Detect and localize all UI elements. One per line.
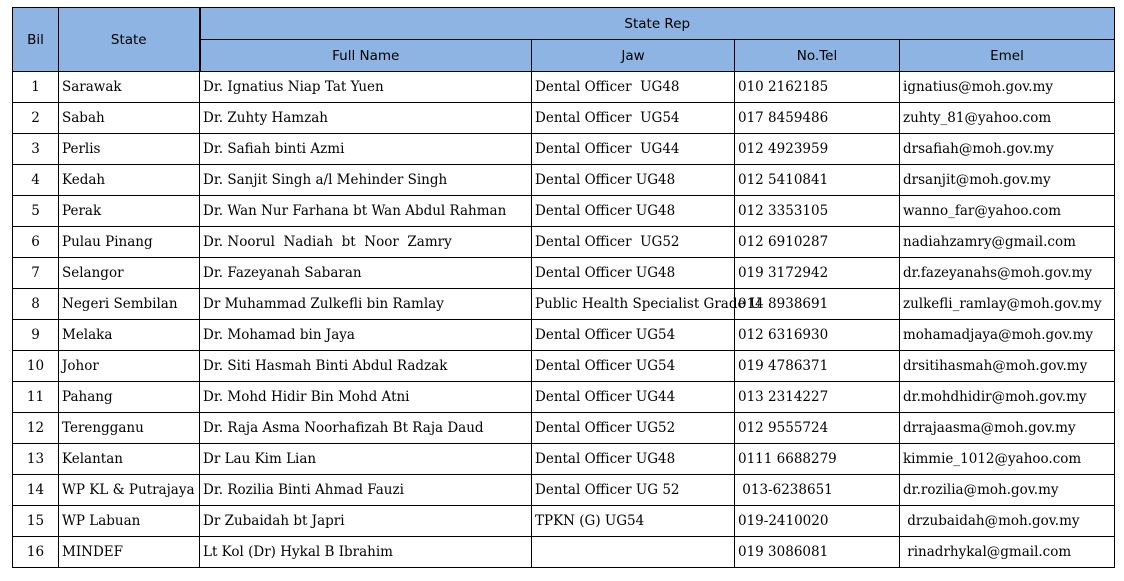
cell-full-name: Dr. Mohamad bin Jaya: [200, 320, 532, 351]
cell-no-tel: 012 4923959: [735, 134, 900, 165]
cell-state: Pahang: [59, 382, 200, 413]
table-row: [13, 351, 1115, 382]
cell-full-name: Dr. Fazeyanah Sabaran: [200, 258, 532, 289]
cell-jaw: Dental Officer UG52: [532, 413, 735, 444]
cell-full-name: Dr. Noorul Nadiah bt Noor Zamry: [200, 227, 532, 258]
cell-emel: zuhty_81@yahoo.com: [900, 103, 1115, 134]
cell-full-name: Dr. Siti Hasmah Binti Abdul Radzak: [200, 351, 532, 382]
cell-state: Pulau Pinang: [59, 227, 200, 258]
cell-no-tel: 012 5410841: [735, 165, 900, 196]
cell-jaw: [532, 537, 735, 568]
cell-jaw: Dental Officer UG44: [532, 134, 735, 165]
cell-emel: drsanjit@moh.gov.my: [900, 165, 1115, 196]
table-row: [13, 444, 1115, 475]
cell-emel: wanno_far@yahoo.com: [900, 196, 1115, 227]
cell-no-tel: 019 4786371: [735, 351, 900, 382]
cell-full-name: Dr. Raja Asma Noorhafizah Bt Raja Daud: [200, 413, 532, 444]
cell-bil: 5: [13, 196, 59, 227]
table-row: [13, 103, 1115, 134]
cell-emel: drsitihasmah@moh.gov.my: [900, 351, 1115, 382]
cell-full-name: Dr. Wan Nur Farhana bt Wan Abdul Rahman: [200, 196, 532, 227]
cell-state: WP Labuan: [59, 506, 200, 537]
table-row: [13, 506, 1115, 537]
header-bil: Bil: [13, 8, 59, 72]
cell-no-tel: 012 6316930: [735, 320, 900, 351]
table-row: [13, 475, 1115, 506]
table-row: [13, 258, 1115, 289]
cell-bil: 16: [13, 537, 59, 568]
cell-bil: 12: [13, 413, 59, 444]
cell-jaw: Dental Officer UG44: [532, 382, 735, 413]
cell-jaw: Dental Officer UG48: [532, 196, 735, 227]
cell-state: Negeri Sembilan: [59, 289, 200, 320]
cell-emel: drrajaasma@moh.gov.my: [900, 413, 1115, 444]
cell-emel: drzubaidah@moh.gov.my: [900, 506, 1115, 537]
cell-full-name: Dr. Zuhty Hamzah: [200, 103, 532, 134]
cell-no-tel: 013-6238651: [735, 475, 900, 506]
cell-no-tel: 017 8459486: [735, 103, 900, 134]
cell-state: Perlis: [59, 134, 200, 165]
cell-bil: 10: [13, 351, 59, 382]
cell-full-name: Dr. Ignatius Niap Tat Yuen: [200, 72, 532, 103]
header-jaw: Jaw: [532, 40, 735, 72]
cell-no-tel: 014 8938691: [735, 289, 900, 320]
table-row: [13, 537, 1115, 568]
cell-emel: dr.rozilia@moh.gov.my: [900, 475, 1115, 506]
table-row: [13, 227, 1115, 258]
cell-jaw: Dental Officer UG48: [532, 165, 735, 196]
cell-state: Johor: [59, 351, 200, 382]
cell-bil: 3: [13, 134, 59, 165]
header-state: State: [59, 8, 200, 72]
table-row: [13, 134, 1115, 165]
cell-jaw: Dental Officer UG 52: [532, 475, 735, 506]
table-row: [13, 382, 1115, 413]
cell-state: Kelantan: [59, 444, 200, 475]
cell-no-tel: 019 3172942: [735, 258, 900, 289]
cell-state: Selangor: [59, 258, 200, 289]
cell-jaw: Dental Officer UG54: [532, 320, 735, 351]
cell-full-name: Dr. Sanjit Singh a/l Mehinder Singh: [200, 165, 532, 196]
cell-state: Terengganu: [59, 413, 200, 444]
cell-bil: 13: [13, 444, 59, 475]
table-row: [13, 289, 1115, 320]
cell-emel: ignatius@moh.gov.my: [900, 72, 1115, 103]
header-full-name: Full Name: [200, 40, 532, 72]
cell-full-name: Dr Lau Kim Lian: [200, 444, 532, 475]
cell-emel: nadiahzamry@gmail.com: [900, 227, 1115, 258]
cell-no-tel: 012 3353105: [735, 196, 900, 227]
cell-jaw: TPKN (G) UG54: [532, 506, 735, 537]
cell-state: Kedah: [59, 165, 200, 196]
cell-jaw: Public Health Specialist Grade U: [532, 289, 735, 320]
cell-bil: 1: [13, 72, 59, 103]
table-row: [13, 72, 1115, 103]
cell-bil: 11: [13, 382, 59, 413]
cell-full-name: Lt Kol (Dr) Hykal B Ibrahim: [200, 537, 532, 568]
cell-no-tel: 012 6910287: [735, 227, 900, 258]
cell-state: MINDEF: [59, 537, 200, 568]
cell-bil: 7: [13, 258, 59, 289]
table-row: [13, 165, 1115, 196]
cell-emel: rinadrhykal@gmail.com: [900, 537, 1115, 568]
cell-emel: drsafiah@moh.gov.my: [900, 134, 1115, 165]
cell-state: Sabah: [59, 103, 200, 134]
table-row: [13, 320, 1115, 351]
cell-emel: dr.mohdhidir@moh.gov.my: [900, 382, 1115, 413]
cell-bil: 4: [13, 165, 59, 196]
cell-bil: 14: [13, 475, 59, 506]
cell-emel: zulkefli_ramlay@moh.gov.my: [900, 289, 1115, 320]
cell-no-tel: 019 3086081: [735, 537, 900, 568]
cell-full-name: Dr. Mohd Hidir Bin Mohd Atni: [200, 382, 532, 413]
cell-state: Sarawak: [59, 72, 200, 103]
cell-jaw: Dental Officer UG48: [532, 72, 735, 103]
cell-state: WP KL & Putrajaya: [59, 475, 200, 506]
cell-bil: 2: [13, 103, 59, 134]
cell-jaw: Dental Officer UG52: [532, 227, 735, 258]
cell-no-tel: 012 9555724: [735, 413, 900, 444]
cell-no-tel: 010 2162185: [735, 72, 900, 103]
cell-bil: 8: [13, 289, 59, 320]
cell-full-name: Dr Zubaidah bt Japri: [200, 506, 532, 537]
cell-jaw: Dental Officer UG48: [532, 258, 735, 289]
cell-bil: 9: [13, 320, 59, 351]
cell-emel: mohamadjaya@moh.gov.my: [900, 320, 1115, 351]
cell-full-name: Dr. Safiah binti Azmi: [200, 134, 532, 165]
cell-state: Melaka: [59, 320, 200, 351]
header-emel: Emel: [900, 40, 1115, 72]
state-rep-table: [12, 7, 1115, 568]
cell-emel: kimmie_1012@yahoo.com: [900, 444, 1115, 475]
cell-bil: 6: [13, 227, 59, 258]
cell-no-tel: 0111 6688279: [735, 444, 900, 475]
header-state-rep: State Rep: [200, 8, 1115, 40]
cell-jaw: Dental Officer UG48: [532, 444, 735, 475]
cell-no-tel: 013 2314227: [735, 382, 900, 413]
cell-full-name: Dr Muhammad Zulkefli bin Ramlay: [200, 289, 532, 320]
cell-bil: 15: [13, 506, 59, 537]
cell-jaw: Dental Officer UG54: [532, 103, 735, 134]
cell-no-tel: 019-2410020: [735, 506, 900, 537]
cell-emel: dr.fazeyanahs@moh.gov.my: [900, 258, 1115, 289]
cell-jaw: Dental Officer UG54: [532, 351, 735, 382]
table-row: [13, 196, 1115, 227]
header-no-tel: No.Tel: [735, 40, 900, 72]
cell-full-name: Dr. Rozilia Binti Ahmad Fauzi: [200, 475, 532, 506]
cell-state: Perak: [59, 196, 200, 227]
table-row: [13, 413, 1115, 444]
